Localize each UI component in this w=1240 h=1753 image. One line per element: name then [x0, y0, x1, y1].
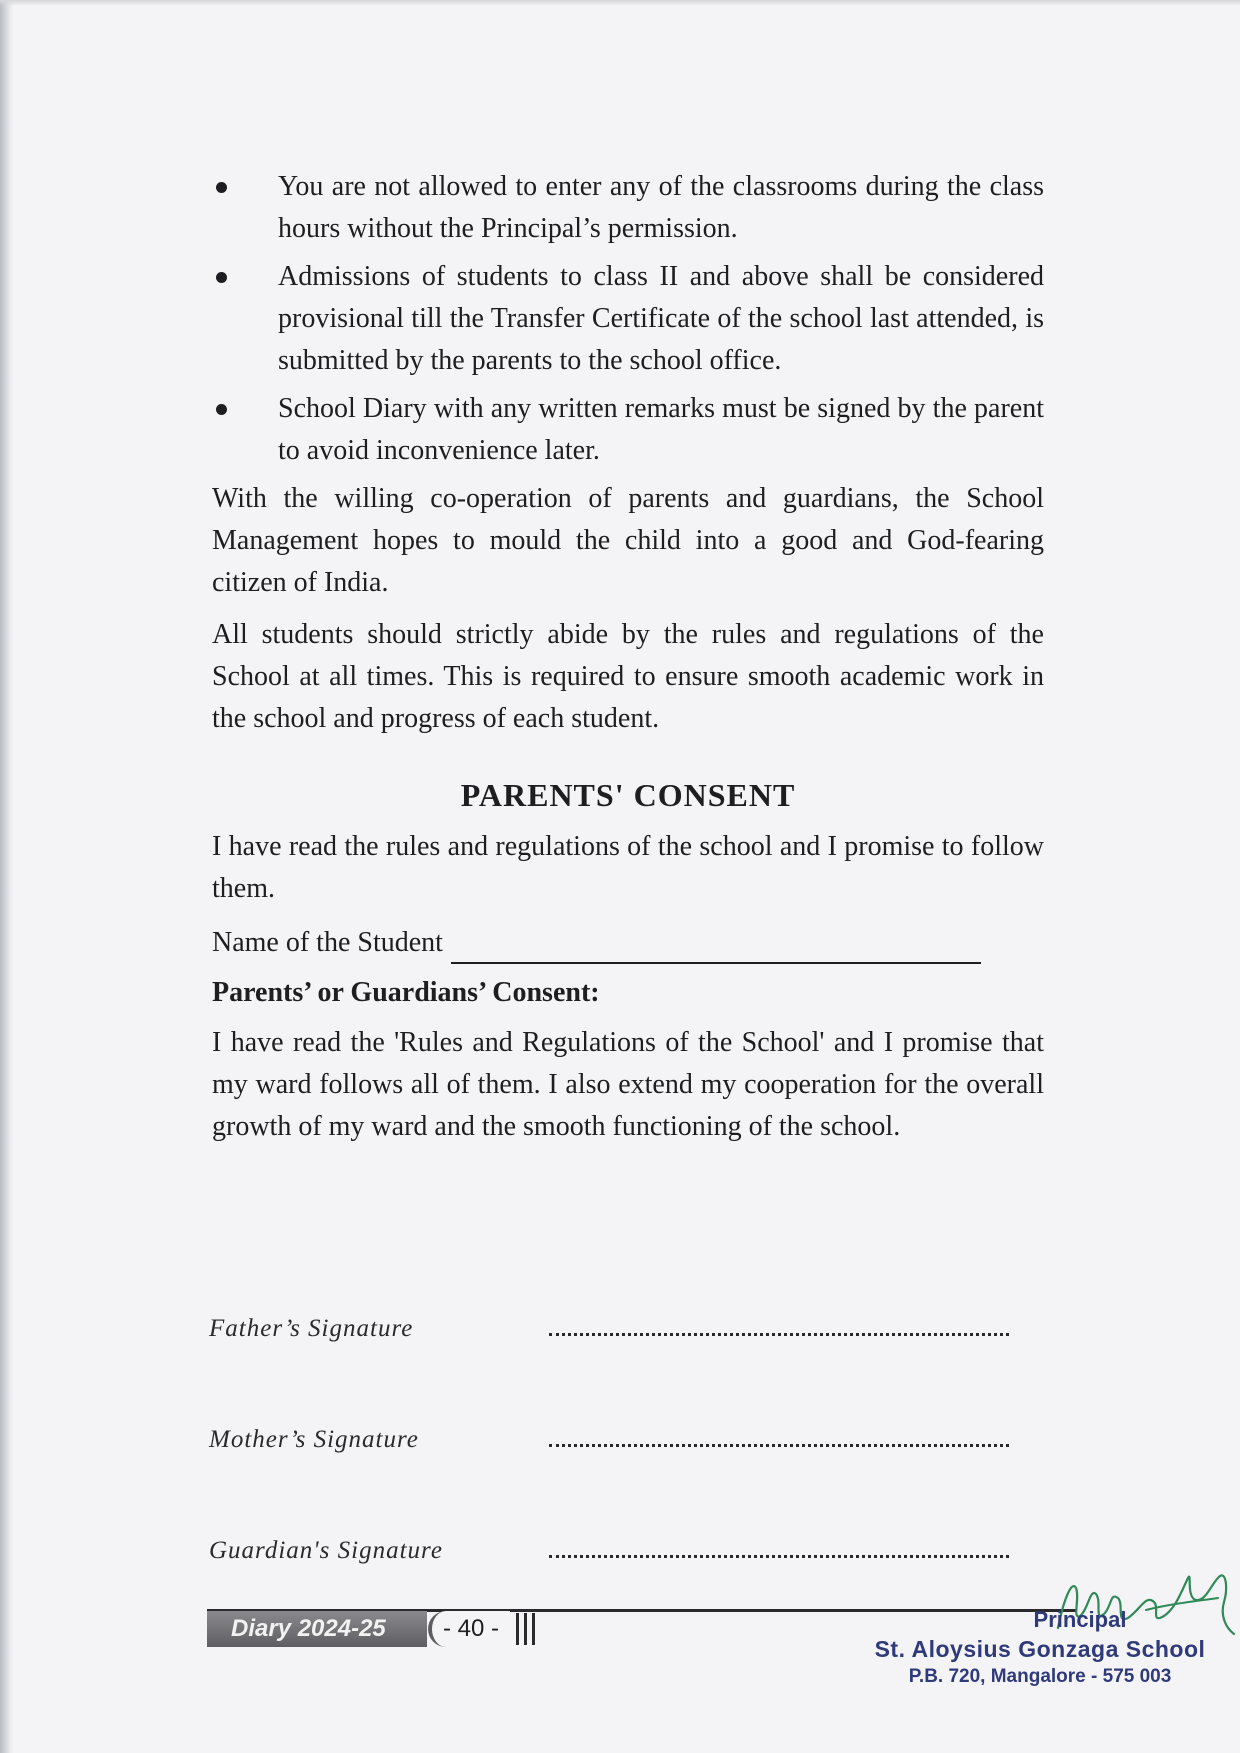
page-edge-shadow [0, 0, 14, 1753]
guardians-consent-heading: Parents’ or Guardians’ Consent: [212, 977, 600, 1008]
consent-heading: PARENTS' CONSENT [460, 777, 796, 813]
main-content [212, 166, 1044, 1158]
diary-year-tag: Diary 2024-25 [207, 1611, 427, 1647]
student-name-row [212, 922, 1044, 964]
footer-bars-decoration [516, 1613, 535, 1645]
consent-statement: I have read the rules and regulations of the school and I promise to follow them. [212, 831, 1044, 904]
page-top-shadow [0, 0, 1240, 6]
guardian-signature-row [209, 1537, 1009, 1565]
guardian-signature-label: Guardian's Signature [209, 1537, 443, 1564]
father-signature-label: Father’s Signature [209, 1315, 414, 1342]
bar-mark [532, 1613, 535, 1645]
mother-signature-row [209, 1426, 1009, 1454]
guardian-statement: I have read the 'Rules and Regulations of the School' and I promise that my ward follows all of them. I also extend my cooperation for the overall growth of my ward and the smooth functioning of the school. [212, 1027, 1044, 1142]
guardian-signature-line [549, 1545, 1009, 1558]
rule-item [212, 166, 1044, 250]
bullet-icon [216, 182, 227, 193]
principal-stamp [860, 1606, 1220, 1690]
rule-text: You are not allowed to enter any of the classrooms during the class hours without the Principal’s permission. [278, 171, 1044, 244]
student-name-blank [451, 932, 981, 964]
father-signature-line [549, 1323, 1009, 1336]
stamp-school-name: St. Aloysius Gonzaga School [874, 1636, 1206, 1662]
stamp-address: P.B. 720, Mangalore - 575 003 [908, 1666, 1172, 1687]
mother-signature-label: Mother’s Signature [209, 1426, 419, 1453]
bar-mark [516, 1613, 519, 1645]
bullet-icon [216, 404, 227, 415]
bar-mark [524, 1613, 527, 1645]
student-name-label: Name of the Student [212, 927, 443, 958]
bullet-icon [216, 272, 227, 283]
cooperation-paragraph: With the willing co-operation of parents and guardians, the School Management hopes to mould the child into a good and God-fearing citizen of India. [212, 483, 1044, 598]
mother-signature-line [549, 1434, 1009, 1447]
rule-text: Admissions of students to class II and above shall be considered provisional till the Transfer Certificate of the school last attended, is submitted by the parents to the school office. [278, 261, 1044, 376]
rules-list [212, 166, 1044, 472]
stamp-title: Principal [1033, 1607, 1127, 1632]
page-number: - 40 - [428, 1611, 510, 1647]
rule-item [212, 256, 1044, 382]
rule-text: School Diary with any written remarks must be signed by the parent to avoid inconvenience later. [278, 393, 1044, 466]
rule-item [212, 388, 1044, 472]
father-signature-row [209, 1315, 1009, 1343]
abide-paragraph: All students should strictly abide by the rules and regulations of the School at all times. This is required to ensure smooth academic work in the school and progress of each student. [212, 619, 1044, 734]
